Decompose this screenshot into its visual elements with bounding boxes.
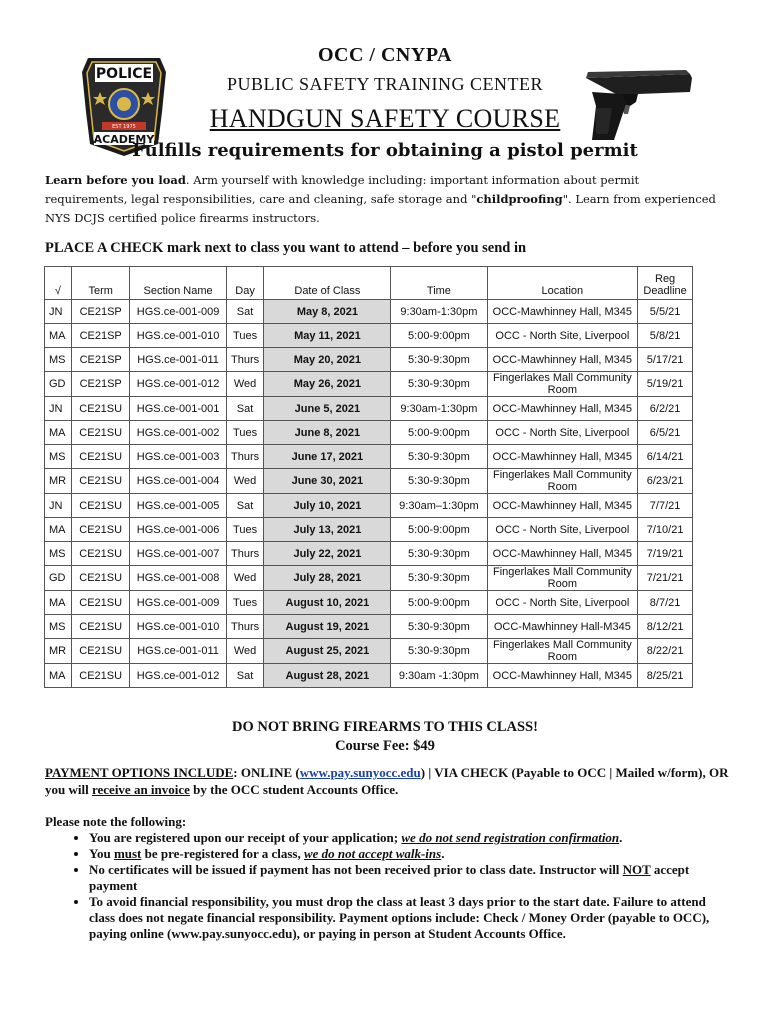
table-row <box>45 397 693 421</box>
cell-date: June 5, 2021 <box>264 397 391 421</box>
cell-deadline: 8/7/21 <box>638 591 693 615</box>
class-schedule-table <box>44 266 693 688</box>
cell-term: CE21SP <box>71 372 130 397</box>
cell-check[interactable]: MA <box>45 421 72 445</box>
table-row <box>45 348 693 372</box>
cell-location: OCC - North Site, Liverpool <box>487 591 638 615</box>
cell-deadline: 5/8/21 <box>638 324 693 348</box>
note-item <box>89 894 735 942</box>
cell-date: June 30, 2021 <box>264 469 391 494</box>
cell-location: Fingerlakes Mall Community Room <box>487 639 638 664</box>
cell-deadline: 7/19/21 <box>638 542 693 566</box>
note-1-text: You are registered upon our receipt of your application; <box>89 830 402 845</box>
cell-day: Wed <box>226 469 264 494</box>
cell-check[interactable]: MS <box>45 445 72 469</box>
cell-day: Thurs <box>226 542 264 566</box>
table-row <box>45 664 693 688</box>
cell-day: Sat <box>226 397 264 421</box>
cell-deadline: 7/7/21 <box>638 494 693 518</box>
intro-paragraph <box>45 171 725 228</box>
cell-day: Sat <box>226 664 264 688</box>
cell-date: June 8, 2021 <box>264 421 391 445</box>
cell-term: CE21SP <box>71 348 130 372</box>
cell-deadline: 8/12/21 <box>638 615 693 639</box>
payment-invoice: receive an invoice <box>91 782 190 797</box>
cell-check[interactable]: JN <box>45 397 72 421</box>
cell-section: HGS.ce-001-010 <box>130 615 226 639</box>
cell-time: 5:00-9:00pm <box>391 591 487 615</box>
cell-section: HGS.ce-001-009 <box>130 591 226 615</box>
cell-term: CE21SU <box>71 494 130 518</box>
cell-check[interactable]: MA <box>45 518 72 542</box>
cell-date: May 11, 2021 <box>264 324 391 348</box>
cell-section: HGS.ce-001-008 <box>130 566 226 591</box>
cell-day: Thurs <box>226 348 264 372</box>
cell-check[interactable]: JN <box>45 494 72 518</box>
cell-section: HGS.ce-001-011 <box>130 348 226 372</box>
payment-options <box>45 764 735 798</box>
table-body <box>45 300 693 688</box>
cell-check[interactable]: MA <box>45 664 72 688</box>
note-item <box>89 846 735 862</box>
cell-location: OCC-Mawhinney Hall, M345 <box>487 445 638 469</box>
cell-term: CE21SU <box>71 518 130 542</box>
cell-deadline: 6/14/21 <box>638 445 693 469</box>
cell-term: CE21SU <box>71 445 130 469</box>
cell-check[interactable]: MS <box>45 615 72 639</box>
note-3-not: NOT <box>622 862 651 877</box>
cell-day: Tues <box>226 421 264 445</box>
badge-top-text: POLICE <box>95 66 153 82</box>
cell-deadline: 5/19/21 <box>638 372 693 397</box>
table-row <box>45 300 693 324</box>
cell-check[interactable]: GD <box>45 566 72 591</box>
table-row <box>45 639 693 664</box>
cell-time: 5:30-9:30pm <box>391 469 487 494</box>
cell-day: Sat <box>226 494 264 518</box>
note-2-emphasis: we do not accept walk-ins <box>303 846 442 861</box>
cell-day: Wed <box>226 639 264 664</box>
cell-term: CE21SP <box>71 324 130 348</box>
cell-term: CE21SU <box>71 397 130 421</box>
cell-deadline: 5/17/21 <box>638 348 693 372</box>
cell-location: Fingerlakes Mall Community Room <box>487 372 638 397</box>
cell-section: HGS.ce-001-009 <box>130 300 226 324</box>
cell-check[interactable]: GD <box>45 372 72 397</box>
cell-section: HGS.ce-001-007 <box>130 542 226 566</box>
cell-time: 5:30-9:30pm <box>391 615 487 639</box>
col-section: Section Name <box>130 267 226 300</box>
cell-time: 5:00-9:00pm <box>391 518 487 542</box>
table-row <box>45 372 693 397</box>
cell-section: HGS.ce-001-003 <box>130 445 226 469</box>
intro-text-a: . Arm yourself with knowledge including: important information about permit requirements, legal responsibilities, care and cleaning, safe storage and " <box>45 173 640 206</box>
table-row <box>45 615 693 639</box>
cell-term: CE21SU <box>71 664 130 688</box>
cell-date: July 13, 2021 <box>264 518 391 542</box>
cell-deadline: 8/25/21 <box>638 664 693 688</box>
col-check: √ <box>45 267 72 300</box>
cell-term: CE21SU <box>71 615 130 639</box>
cell-check[interactable]: MA <box>45 591 72 615</box>
note-4-text: To avoid financial responsibility, you must drop the class at least 3 days prior to the start date. Failure to attend class does not negate financial responsibility. Payment options include: Check / Money Order (payable to OCC), paying online (www.pay.sunyocc.edu), or paying in person at Student Accounts Office. <box>89 894 710 941</box>
note-1-end: . <box>619 830 623 845</box>
notes-intro: Please note the following: <box>45 814 187 829</box>
cell-deadline: 6/23/21 <box>638 469 693 494</box>
cell-term: CE21SU <box>71 542 130 566</box>
cell-location: OCC-Mawhinney Hall, M345 <box>487 494 638 518</box>
cell-location: OCC-Mawhinney Hall-M345 <box>487 615 638 639</box>
cell-section: HGS.ce-001-001 <box>130 397 226 421</box>
org-title: OCC / CNYPA <box>317 44 452 66</box>
cell-date: June 17, 2021 <box>264 445 391 469</box>
cell-day: Thurs <box>226 445 264 469</box>
table-row <box>45 445 693 469</box>
table-header-row <box>45 267 693 300</box>
cell-term: CE21SU <box>71 421 130 445</box>
intro-bold-word: childproofing <box>476 192 563 206</box>
cell-location: OCC-Mawhinney Hall, M345 <box>487 664 638 688</box>
note-2-must: must <box>113 846 142 861</box>
cell-date: May 20, 2021 <box>264 348 391 372</box>
cell-location: Fingerlakes Mall Community Room <box>487 469 638 494</box>
payment-colon: : ONLINE ( <box>233 765 300 780</box>
cell-check[interactable]: MR <box>45 639 72 664</box>
cell-term: CE21SU <box>71 591 130 615</box>
cell-time: 5:30-9:30pm <box>391 372 487 397</box>
cell-day: Thurs <box>226 615 264 639</box>
intro-text-b: ". Learn from experienced NYS DCJS certified police firearms instructors. <box>45 192 716 225</box>
course-title: HANDGUN SAFETY COURSE <box>209 104 561 133</box>
cell-section: HGS.ce-001-012 <box>130 372 226 397</box>
col-day: Day <box>226 267 264 300</box>
note-item <box>89 862 735 894</box>
cell-date: August 28, 2021 <box>264 664 391 688</box>
cell-deadline: 8/22/21 <box>638 639 693 664</box>
table-row <box>45 542 693 566</box>
cell-date: August 25, 2021 <box>264 639 391 664</box>
cell-date: August 10, 2021 <box>264 591 391 615</box>
col-time: Time <box>391 267 487 300</box>
cell-section: HGS.ce-001-006 <box>130 518 226 542</box>
course-subtitle: Fulfills requirements for obtaining a pistol permit <box>132 140 638 161</box>
col-location: Location <box>487 267 638 300</box>
notes-list <box>45 830 735 942</box>
cell-location: OCC - North Site, Liverpool <box>487 324 638 348</box>
table-row <box>45 494 693 518</box>
cell-term: CE21SU <box>71 639 130 664</box>
note-2-end: . <box>441 846 445 861</box>
no-firearms-warning: DO NOT BRING FIREARMS TO THIS CLASS! <box>232 719 538 735</box>
cell-day: Sat <box>226 300 264 324</box>
cell-deadline: 6/2/21 <box>638 397 693 421</box>
cell-time: 5:30-9:30pm <box>391 445 487 469</box>
table-row <box>45 566 693 591</box>
cell-check[interactable]: MS <box>45 542 72 566</box>
col-date: Date of Class <box>264 267 391 300</box>
cell-check[interactable]: MA <box>45 324 72 348</box>
note-item <box>89 830 735 846</box>
cell-term: CE21SP <box>71 300 130 324</box>
cell-time: 9:30am -1:30pm <box>391 664 487 688</box>
cell-check[interactable]: JN <box>45 300 72 324</box>
cell-date: July 22, 2021 <box>264 542 391 566</box>
cell-section: HGS.ce-001-005 <box>130 494 226 518</box>
cell-location: OCC-Mawhinney Hall, M345 <box>487 348 638 372</box>
payment-label: PAYMENT OPTIONS INCLUDE <box>45 765 234 780</box>
cell-time: 5:00-9:00pm <box>391 324 487 348</box>
cell-section: HGS.ce-001-004 <box>130 469 226 494</box>
warning-block <box>0 718 770 756</box>
cell-location: OCC - North Site, Liverpool <box>487 518 638 542</box>
cell-date: May 26, 2021 <box>264 372 391 397</box>
payment-url-link[interactable]: www.pay.sunyocc.edu <box>299 765 421 780</box>
cell-day: Tues <box>226 324 264 348</box>
cell-time: 5:30-9:30pm <box>391 639 487 664</box>
cell-deadline: 7/21/21 <box>638 566 693 591</box>
cell-check[interactable]: MS <box>45 348 72 372</box>
table-row <box>45 421 693 445</box>
cell-deadline: 5/5/21 <box>638 300 693 324</box>
cell-deadline: 7/10/21 <box>638 518 693 542</box>
table-row <box>45 591 693 615</box>
col-deadline: Reg Deadline <box>638 267 693 300</box>
cell-time: 9:30am–1:30pm <box>391 494 487 518</box>
cell-date: May 8, 2021 <box>264 300 391 324</box>
cell-date: July 28, 2021 <box>264 566 391 591</box>
notes-section <box>45 814 735 942</box>
cell-location: OCC - North Site, Liverpool <box>487 421 638 445</box>
cell-term: CE21SU <box>71 566 130 591</box>
note-3-text-a: No certificates will be issued if payment has not been received prior to class date. Instructor will <box>89 862 623 877</box>
note-3-text-b: accept payment <box>89 862 690 893</box>
badge-est-text: EST 1975 <box>112 124 136 130</box>
cell-time: 5:30-9:30pm <box>391 348 487 372</box>
cell-location: OCC-Mawhinney Hall, M345 <box>487 542 638 566</box>
course-fee: Course Fee: $49 <box>335 738 435 754</box>
cell-section: HGS.ce-001-010 <box>130 324 226 348</box>
place-check-instruction: PLACE A CHECK mark next to class you want to attend – before you send in <box>45 240 527 256</box>
badge-bottom-text: ACADEMY <box>93 133 155 146</box>
cell-section: HGS.ce-001-011 <box>130 639 226 664</box>
note-2-text-b: be pre-registered for a class, <box>141 846 304 861</box>
cell-check[interactable]: MR <box>45 469 72 494</box>
cell-deadline: 6/5/21 <box>638 421 693 445</box>
note-1-emphasis: we do not send registration confirmation <box>401 830 620 845</box>
cell-day: Tues <box>226 518 264 542</box>
cell-day: Tues <box>226 591 264 615</box>
cell-section: HGS.ce-001-002 <box>130 421 226 445</box>
cell-time: 5:30-9:30pm <box>391 566 487 591</box>
payment-after-url: ) | VIA CHECK (Payable to OCC | Mailed w/form), OR you will <box>45 765 729 797</box>
note-2-text-a: You <box>89 846 114 861</box>
cell-time: 9:30am-1:30pm <box>391 300 487 324</box>
intro-lead: Learn before you load <box>45 173 186 187</box>
table-row <box>45 324 693 348</box>
payment-end: by the OCC student Accounts Office. <box>189 782 399 797</box>
cell-term: CE21SU <box>71 469 130 494</box>
cell-day: Wed <box>226 372 264 397</box>
cell-location: OCC-Mawhinney Hall, M345 <box>487 397 638 421</box>
cell-location: OCC-Mawhinney Hall, M345 <box>487 300 638 324</box>
cell-location: Fingerlakes Mall Community Room <box>487 566 638 591</box>
table-row <box>45 518 693 542</box>
cell-date: August 19, 2021 <box>264 615 391 639</box>
cell-time: 5:30-9:30pm <box>391 542 487 566</box>
center-title: PUBLIC SAFETY TRAINING CENTER <box>226 74 543 94</box>
cell-time: 9:30am-1:30pm <box>391 397 487 421</box>
table-row <box>45 469 693 494</box>
cell-date: July 10, 2021 <box>264 494 391 518</box>
col-term: Term <box>71 267 130 300</box>
cell-day: Wed <box>226 566 264 591</box>
cell-section: HGS.ce-001-012 <box>130 664 226 688</box>
cell-time: 5:00-9:00pm <box>391 421 487 445</box>
